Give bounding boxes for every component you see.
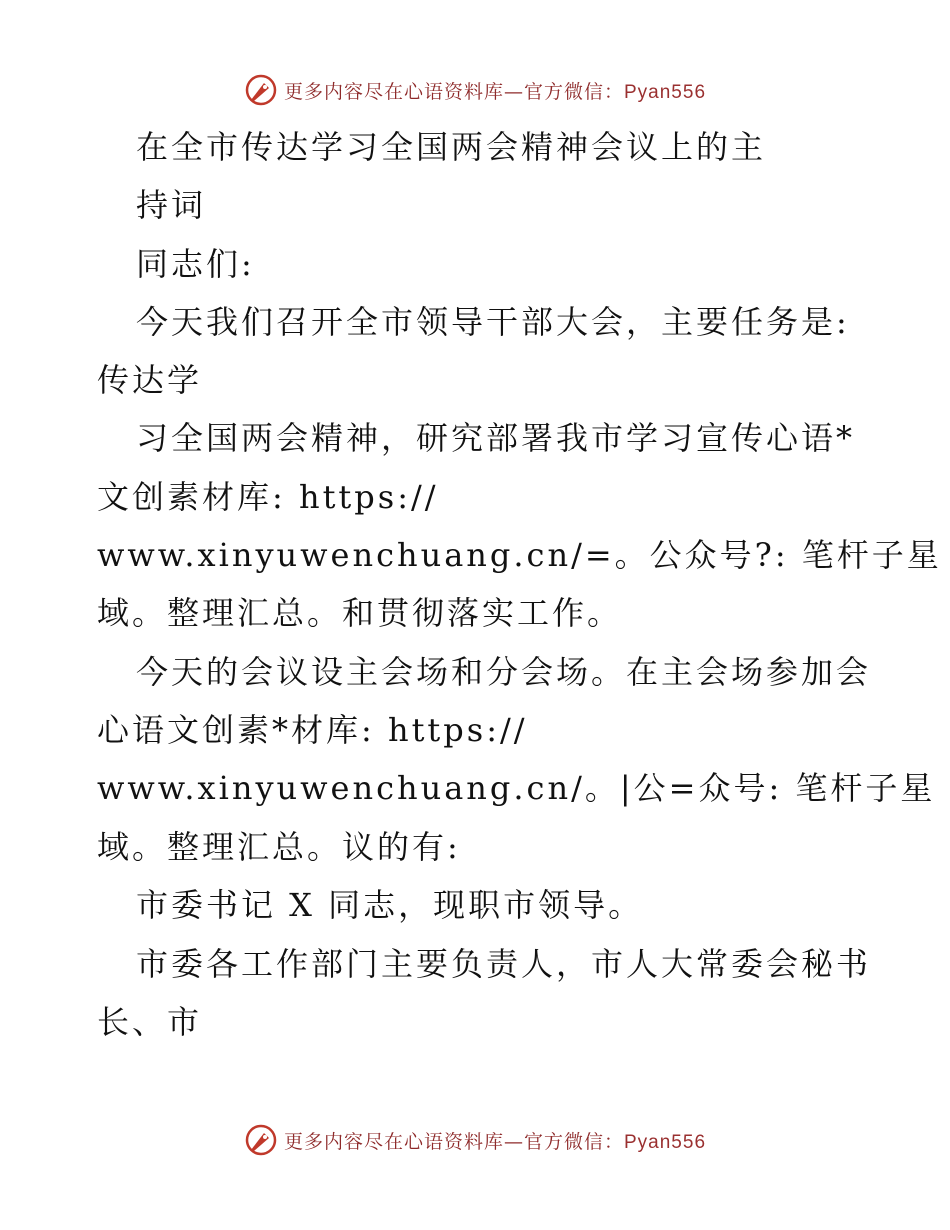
paragraph-line: 域。整理汇总。和贯彻落实工作。 xyxy=(97,594,623,632)
salutation: 同志们: xyxy=(136,245,255,283)
paragraph-line: 域。整理汇总。议的有: xyxy=(97,828,461,866)
paragraph-line: www.xinyuwenchuang.cn/=。公众号?: 笔杆子星 xyxy=(97,536,942,574)
paragraph-line: 市委书记 X 同志，现职市领导。 xyxy=(136,886,644,924)
paragraph-line: 长、市 xyxy=(97,1003,203,1041)
paragraph-line: 今天我们召开全市领导干部大会，主要任务是: xyxy=(136,303,850,341)
header-banner xyxy=(0,70,950,110)
paragraph-line: 文创素材库: https:// xyxy=(97,478,439,516)
header-wechat-id: Pyan556 xyxy=(624,81,707,103)
title-line-2: 持词 xyxy=(136,186,207,224)
paragraph-line: 心语文创素*材库: https:// xyxy=(97,711,528,749)
pen-nib-logo-icon xyxy=(244,1123,278,1157)
footer-banner xyxy=(0,1120,950,1160)
paragraph-line: 市委各工作部门主要负责人，市人大常委会秘书 xyxy=(136,945,872,983)
paragraph-line: 传达学 xyxy=(97,361,203,399)
pen-nib-logo-icon xyxy=(244,73,278,107)
footer-wechat-id: Pyan556 xyxy=(624,1131,707,1153)
paragraph-line: 习全国两会精神，研究部署我市学习宣传心语* xyxy=(136,419,856,457)
paragraph-line: 今天的会议设主会场和分会场。在主会场参加会 xyxy=(136,653,872,691)
footer-banner-text: 更多内容尽在心语资料库—官方微信：Pyan556 xyxy=(283,1130,707,1153)
title-line-1: 在全市传达学习全国两会精神会议上的主 xyxy=(136,128,767,166)
paragraph-line: www.xinyuwenchuang.cn/。|公=众号: 笔杆子星 xyxy=(97,769,936,807)
header-banner-text: 更多内容尽在心语资料库—官方微信：Pyan556 xyxy=(283,80,707,103)
